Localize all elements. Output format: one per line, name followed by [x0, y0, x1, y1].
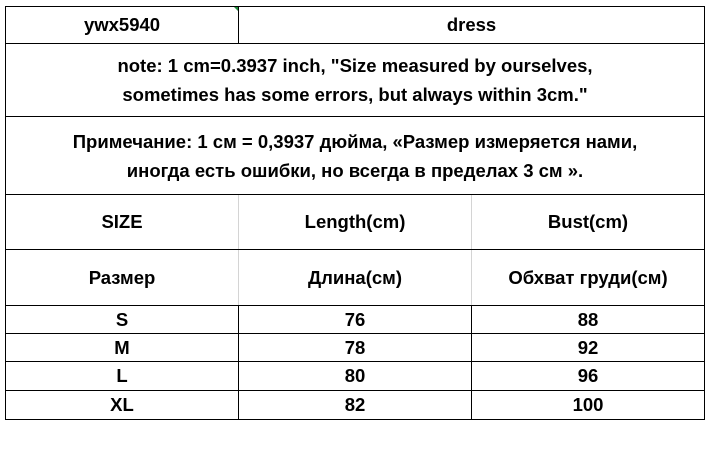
header-bust-ru[interactable]: Обхват груди(см) [472, 250, 705, 306]
length-cell[interactable]: 78 [239, 334, 472, 362]
russian-note-row [6, 117, 705, 195]
russian-note-line-1: Примечание: 1 см = 0,3937 дюйма, «Размер измеряется нами, [72, 130, 638, 152]
english-note-line-1: note: 1 cm=0.3937 inch, "Size measured by ourselves, [117, 55, 593, 76]
length-cell[interactable]: 82 [239, 391, 472, 420]
english-header-row [6, 195, 705, 250]
size-cell[interactable]: XL [6, 391, 239, 420]
title-row [6, 7, 705, 44]
size-cell[interactable]: M [6, 334, 239, 362]
header-bust-en[interactable]: Bust(cm) [472, 195, 705, 250]
bust-cell[interactable]: 100 [472, 391, 705, 420]
cell-corner-marker-icon [233, 7, 239, 13]
bust-cell[interactable]: 96 [472, 362, 705, 391]
product-name-text: dress [446, 14, 497, 35]
english-note-row [6, 44, 705, 117]
size-cell[interactable]: S [6, 306, 239, 334]
russian-note-cell[interactable] [6, 117, 705, 195]
sku-text: ywx5940 [83, 14, 161, 35]
sku-cell[interactable] [6, 7, 239, 44]
table-row [6, 391, 705, 420]
table-row [6, 306, 705, 334]
table-row [6, 334, 705, 362]
header-length-ru[interactable]: Длина(см) [239, 250, 472, 306]
size-chart-table [5, 6, 705, 420]
length-cell[interactable]: 76 [239, 306, 472, 334]
header-length-en[interactable]: Length(cm) [239, 195, 472, 250]
length-cell[interactable]: 80 [239, 362, 472, 391]
english-note-line-2: sometimes has some errors, but always within 3cm." [122, 84, 588, 105]
english-note-cell[interactable] [6, 44, 705, 117]
russian-note-line-2: иногда есть ошибки, но всегда в пределах 3 см ». [126, 159, 584, 181]
russian-header-row [6, 250, 705, 306]
size-cell[interactable]: L [6, 362, 239, 391]
header-size-ru[interactable]: Размер [6, 250, 239, 306]
product-name-cell[interactable] [239, 7, 705, 44]
bust-cell[interactable]: 92 [472, 334, 705, 362]
header-size-en[interactable]: SIZE [6, 195, 239, 250]
bust-cell[interactable]: 88 [472, 306, 705, 334]
table-row [6, 362, 705, 391]
